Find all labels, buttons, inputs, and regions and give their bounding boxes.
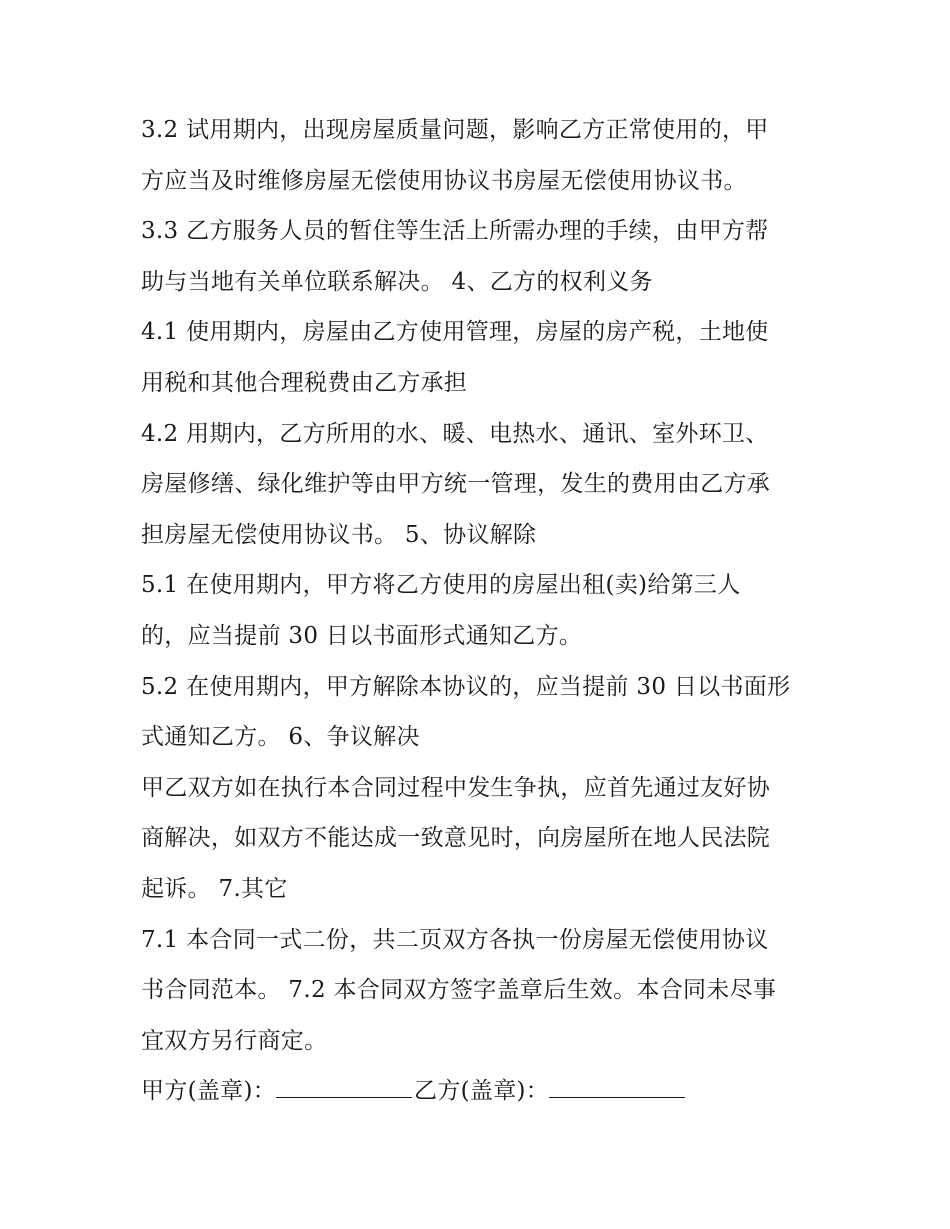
party-a-signature-blank	[276, 1075, 412, 1098]
text-line: 5.1 在使用期内，甲方将乙方使用的房屋出租(卖)给第三人	[141, 572, 741, 599]
text-line: 宜双方另行商定。	[141, 1027, 328, 1054]
text-line: 起诉。 7.其它	[141, 875, 288, 902]
text-line: 4.1 使用期内，房屋由乙方使用管理，房屋的房产税，土地使	[141, 319, 769, 346]
text-line: 甲乙双方如在执行本合同过程中发生争执，应首先通过友好协	[141, 774, 771, 801]
party-b-signature-blank	[549, 1075, 685, 1098]
text-line: 房屋修缮、绿化维护等由甲方统一管理，发生的费用由乙方承	[141, 471, 771, 498]
text-line: 4.2 用期内，乙方所用的水、暖、电热水、通讯、室外环卫、	[141, 420, 769, 447]
text-line: 书合同范本。 7.2 本合同双方签字盖章后生效。本合同未尽事	[141, 977, 777, 1004]
text-line: 3.2 试用期内，出现房屋质量问题，影响乙方正常使用的，甲	[141, 117, 769, 143]
text-line: 用税和其他合理税费由乙方承担	[141, 369, 468, 396]
text-line: 担房屋无偿使用协议书。 5、协议解除	[141, 521, 537, 548]
party-b-signature-label: 乙方(盖章)：	[414, 1078, 550, 1105]
text-line: 5.2 在使用期内，甲方解除本协议的，应当提前 30 日以书面形	[141, 673, 791, 700]
text-line: 方应当及时维修房屋无偿使用协议书房屋无偿使用协议书。	[141, 167, 747, 194]
text-line: 式通知乙方。 6、争议解决	[141, 724, 420, 751]
signature-row	[141, 1066, 821, 1117]
text-line: 3.3 乙方服务人员的暂住等生活上所需办理的手续，由甲方帮	[141, 218, 769, 245]
document-body	[141, 105, 821, 1117]
text-line: 助与当地有关单位联系解决。 4、乙方的权利义务	[141, 268, 653, 295]
text-line: 7.1 本合同一式二份，共二页双方各执一份房屋无偿使用协议	[141, 926, 769, 953]
text-line: 商解决，如双方不能达成一致意见时，向房屋所在地人民法院	[141, 825, 771, 852]
text-line: 的，应当提前 30 日以书面形式通知乙方。	[141, 622, 583, 649]
party-a-signature-label: 甲方(盖章)：	[141, 1078, 277, 1105]
